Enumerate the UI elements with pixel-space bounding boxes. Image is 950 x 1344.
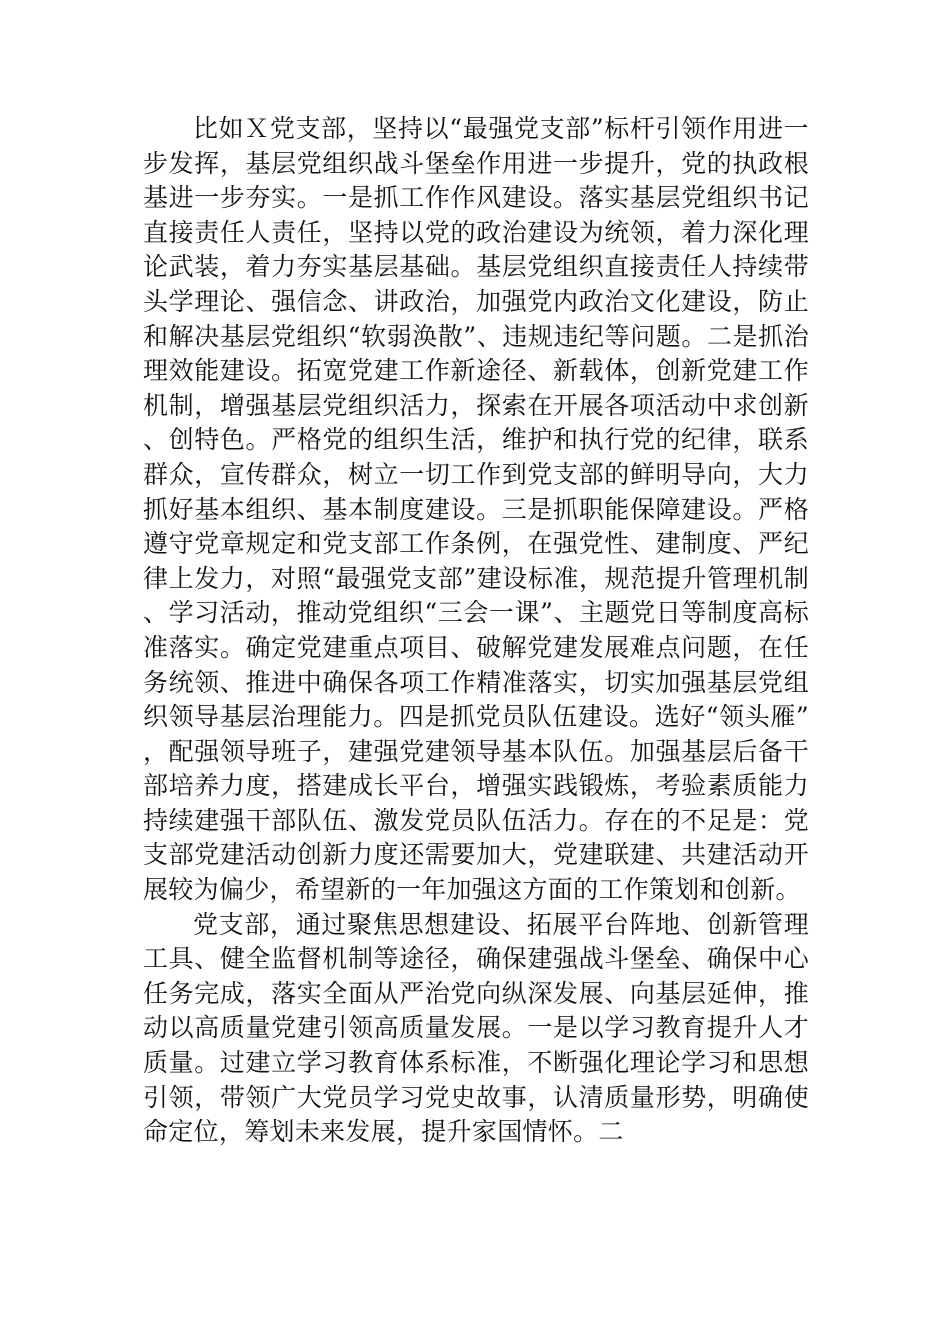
document-body (143, 112, 809, 1150)
paragraph-2: 党支部，通过聚焦思想建设、拓展平台阵地、创新管理工具、健全监督机制等途径，确保建强战斗堡垒、确保中心任务完成，落实全面从严治党向纵深发展、向基层延伸，推动以高质量党建引领高质量发展。一是以学习教育提升人才质量。过建立学习教育体系标准，不断强化理论学习和思想引领，带领广大党员学习党史故事，认清质量形势，明确使命定位，筹划未来发展，提升家国情怀。二 (143, 909, 809, 1147)
paragraph-1: 比如Ｘ党支部，坚持以“最强党支部”标杆引领作用进一步发挥，基层党组织战斗堡垒作用进一步提升，党的执政根基进一步夯实。一是抓工作作风建设。落实基层党组织书记直接责任人责任，坚持以党的政治建设为统领，着力深化理论武装，着力夯实基层基础。基层党组织直接责任人持续带头学理论、强信念、讲政治，加强党内政治文化建设，防止和解决基层党组织“软弱涣散”、违规违纪等问题。二是抓治理效能建设。拓宽党建工作新途径、新载体，创新党建工作机制，增强基层党组织活力，探索在开展各项活动中求创新、创特色。严格党的组织生活，维护和执行党的纪律，联系群众，宣传群众，树立一切工作到党支部的鲜明导向，大力抓好基本组织、基本制度建设。三是抓职能保障建设。严格遵守党章规定和党支部工作条例，在强党性、建制度、严纪律上发力，对照“最强党支部”建设标准，规范提升管理机制、学习活动，推动党组织“三会一课”、主题党日等制度高标准落实。确定党建重点项目、破解党建发展难点问题，在任务统领、推进中确保各项工作精准落实，切实加强基层党组织领导基层治理能力。四是抓党员队伍建设。选好“领头雁”，配强领导班子，建强党建领导基本队伍。加强基层后备干部培养力度，搭建成长平台，增强实践锻炼，考验素质能力持续建强干部队伍、激发党员队伍活力。存在的不足是：党支部党建活动创新力度还需要加大，党建联建、共建活动开展较为偏少，希望新的一年加强这方面的工作策划和创新。 (143, 114, 809, 905)
